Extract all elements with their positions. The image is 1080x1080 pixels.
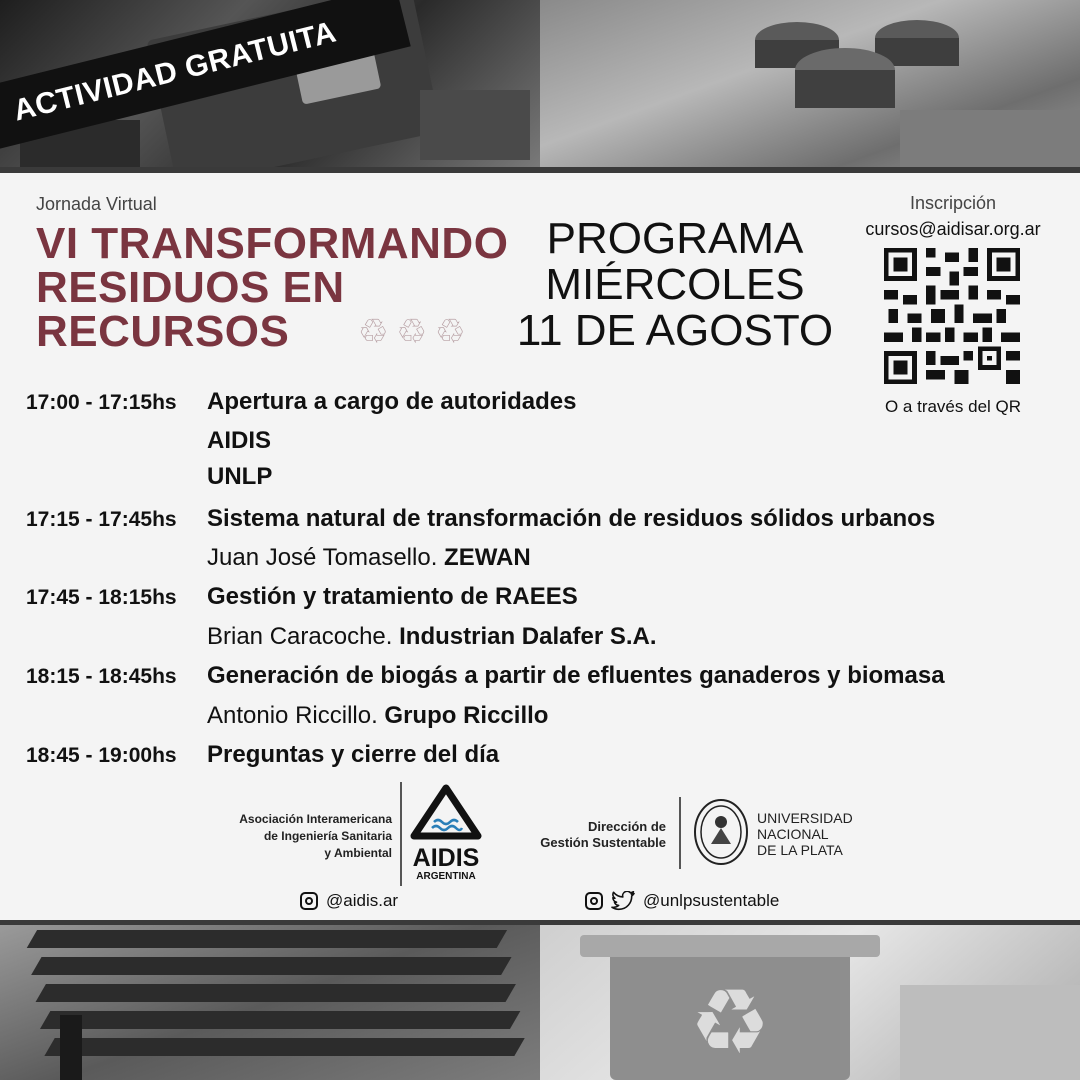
twitter-icon <box>611 891 635 911</box>
program-heading: PROGRAMA <box>546 214 804 263</box>
photo-biogas-plant <box>540 0 1080 170</box>
schedule-org: Grupo Riccillo <box>384 702 549 729</box>
registration-label: Inscripción <box>909 193 997 213</box>
schedule-speaker: Brian Caracoche. <box>207 623 393 650</box>
aidis-country: ARGENTINA <box>416 871 476 882</box>
logo-divider <box>400 782 402 886</box>
schedule-speaker: Antonio Riccillo. <box>207 702 378 729</box>
recycle-icon: ♲ <box>434 313 466 351</box>
direccion-line: Gestión Sustentable <box>540 835 666 850</box>
schedule-time: 18:15 - 18:45hs <box>26 665 177 688</box>
schedule-speaker-line <box>207 544 531 572</box>
registration-email-link[interactable]: cursos@aidisar.org.ar <box>865 219 1041 239</box>
direccion-gestion <box>510 819 666 851</box>
direccion-line: Dirección de <box>587 819 666 834</box>
schedule-time: 18:45 - 19:00hs <box>26 744 177 767</box>
program-weekday: MIÉRCOLES <box>545 260 805 309</box>
photo-electronic-waste <box>0 0 540 170</box>
recycling-bin-illustration <box>540 925 1080 1080</box>
schedule-speaker-line <box>207 623 657 651</box>
schedule-title: Generación de biogás a partir de efluentes ganaderos y biomasa <box>207 662 945 689</box>
instagram-icon <box>585 892 603 910</box>
schedule-title: AIDIS <box>207 427 272 454</box>
biogas-tanks-illustration <box>540 0 1080 170</box>
schedule-org: Industrian Dalafer S.A. <box>399 623 657 650</box>
aidis-logo <box>408 784 484 886</box>
aidis-wordmark: AIDIS <box>412 844 480 872</box>
program-date-block <box>500 216 850 354</box>
aidis-name-line: de Ingeniería Sanitaria <box>263 829 392 843</box>
divider-band-top <box>0 167 1080 173</box>
recycle-icons <box>358 314 465 350</box>
schedule-title: Apertura a cargo de autoridades <box>207 388 577 415</box>
schedule-title: UNLP <box>207 463 273 490</box>
unlp-name-line: UNIVERSIDAD <box>757 810 853 826</box>
schedule-time: 17:45 - 18:15hs <box>26 586 177 609</box>
instagram-icon <box>300 892 318 910</box>
aidis-triangle-icon <box>408 784 484 840</box>
logo-divider <box>679 797 681 869</box>
schedule-title: Gestión y tratamiento de RAEES <box>207 583 578 610</box>
recycle-icon: ♲ <box>396 313 427 351</box>
aidis-name-line: Asociación Interamericana <box>239 812 392 826</box>
unlp-handle[interactable]: @unlpsustentable <box>643 891 780 910</box>
event-type-label: Jornada Virtual <box>36 194 157 214</box>
schedule-time: 17:15 - 17:45hs <box>26 508 177 531</box>
program-date: 11 DE AGOSTO <box>516 306 834 355</box>
svg-text:♻: ♻ <box>689 970 771 1075</box>
schedule-time: 17:00 - 17:15hs <box>26 391 177 414</box>
event-title-line: VI TRANSFORMANDO <box>36 219 509 268</box>
unlp-seal-icon <box>693 798 749 866</box>
banner-text: ACTIVIDAD GRATUITA <box>10 15 340 128</box>
qr-code[interactable] <box>884 248 1020 384</box>
schedule-speaker: Juan José Tomasello. <box>207 544 438 571</box>
aidis-name-line: y Ambiental <box>324 846 392 860</box>
aidis-full-name <box>200 811 392 862</box>
unlp-name <box>757 810 853 858</box>
event-title-line: RESIDUOS EN <box>36 263 345 312</box>
photo-recycled-bench <box>0 925 540 1080</box>
schedule-speaker-line <box>207 702 548 730</box>
aidis-handle[interactable]: @aidis.ar <box>326 891 399 910</box>
bench-illustration <box>0 925 540 1080</box>
unlp-name-line: DE LA PLATA <box>757 842 843 858</box>
photo-recycling-bin <box>540 925 1080 1080</box>
qr-caption: O a través del QR <box>884 397 1022 416</box>
schedule-org: ZEWAN <box>444 544 531 571</box>
unlp-social[interactable] <box>585 891 779 911</box>
unlp-name-line: NACIONAL <box>757 826 829 842</box>
schedule-title: Sistema natural de transformación de residuos sólidos urbanos <box>207 505 936 532</box>
recycle-icon: ♲ <box>358 313 389 351</box>
schedule-title: Preguntas y cierre del día <box>207 741 500 768</box>
aidis-social[interactable] <box>300 891 398 911</box>
event-title-line: RECURSOS <box>36 307 290 356</box>
